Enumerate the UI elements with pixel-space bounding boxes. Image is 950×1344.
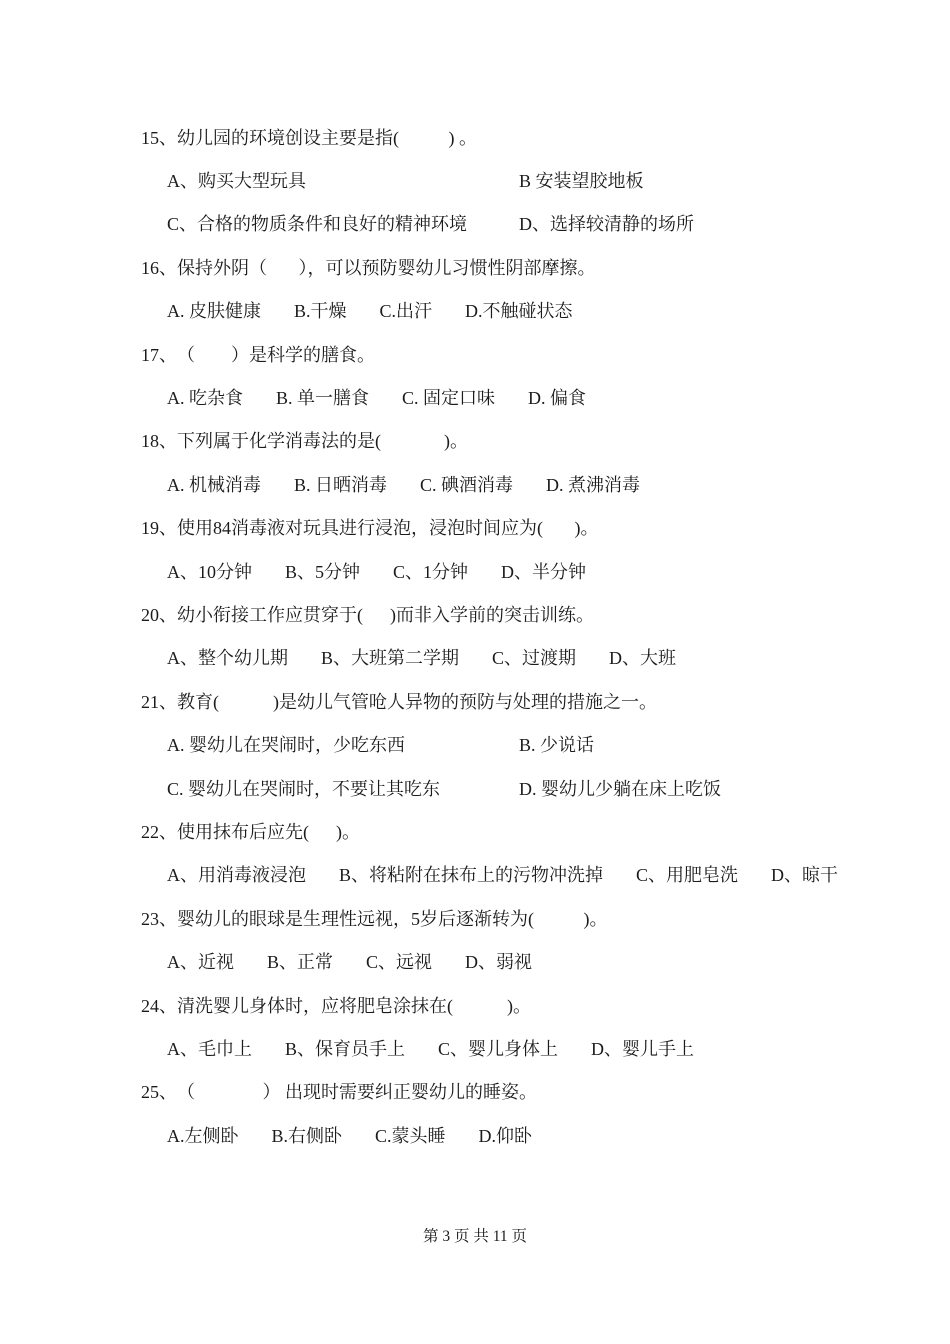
option-row: [167, 202, 910, 245]
option-row: [167, 375, 910, 418]
question-number: 15、: [141, 127, 177, 148]
option-a: A. 婴幼儿在哭闹时，少吃东西: [167, 735, 405, 756]
option-row: [167, 1113, 910, 1156]
question-stem: [141, 983, 910, 1026]
option-d: D. 偏食: [528, 388, 587, 409]
option-row: [167, 158, 910, 201]
option-d: D、选择较清静的场所: [519, 214, 694, 235]
option-row: [167, 939, 910, 982]
option-row: [167, 462, 910, 505]
question-25: [141, 1070, 910, 1157]
option-row: [167, 289, 910, 332]
question-18: [141, 419, 910, 506]
question-stem: [141, 506, 910, 549]
question-stem: [141, 896, 910, 939]
question-list: [141, 115, 910, 1156]
option-a: A、毛巾上: [167, 1038, 252, 1059]
option-b: B. 日晒消毒: [294, 474, 388, 495]
question-stem: [141, 245, 910, 288]
option-a: A、购买大型玩具: [167, 171, 306, 192]
option-a: A、近视: [167, 952, 234, 973]
option-b: B、正常: [267, 952, 334, 973]
question-number: 21、: [141, 691, 177, 712]
question-stem: [141, 1070, 910, 1113]
option-b: B、大班第二学期: [321, 648, 460, 669]
option-b: B. 少说话: [519, 735, 595, 756]
question-23: [141, 896, 910, 983]
question-stem: [141, 679, 910, 722]
question-stem-text: （ ）是科学的膳食。: [177, 344, 375, 365]
option-c: C、用肥皂洗: [636, 865, 739, 886]
question-stem-text: 保持外阴（ ），可以预防婴幼儿习惯性阴部摩擦。: [177, 257, 596, 278]
option-a: A、整个幼儿期: [167, 648, 288, 669]
question-19: [141, 506, 910, 593]
question-stem-text: 幼儿园的环境创设主要是指( ) 。: [177, 127, 477, 148]
question-number: 25、: [141, 1082, 177, 1103]
question-17: [141, 332, 910, 419]
question-stem-text: 下列属于化学消毒法的是( )。: [177, 431, 468, 452]
question-stem: [141, 419, 910, 462]
option-d: D、弱视: [465, 952, 533, 973]
option-d: D. 煮沸消毒: [546, 474, 641, 495]
option-row: [167, 766, 910, 809]
option-d: D.不触碰状态: [465, 301, 573, 322]
option-d: D.仰卧: [478, 1125, 533, 1146]
question-stem-text: 使用84消毒液对玩具进行浸泡，浸泡时间应为( )。: [177, 518, 599, 539]
question-number: 23、: [141, 908, 177, 929]
question-stem: [141, 592, 910, 635]
question-stem-text: 教育( )是幼儿气管呛人异物的预防与处理的措施之一。: [177, 691, 657, 712]
option-c: C. 婴幼儿在哭闹时，不要让其吃东: [167, 778, 441, 799]
option-c: C.蒙头睡: [375, 1125, 446, 1146]
option-b: B.干燥: [294, 301, 347, 322]
page-footer: [0, 1224, 950, 1246]
option-c: C、1分钟: [393, 561, 469, 582]
question-number: 19、: [141, 518, 177, 539]
question-stem-text: 婴幼儿的眼球是生理性远视，5岁后逐渐转为( )。: [177, 908, 608, 929]
option-d: D、半分钟: [501, 561, 587, 582]
question-number: 17、: [141, 344, 177, 365]
question-20: [141, 592, 910, 679]
question-stem: [141, 115, 910, 158]
question-stem-text: （ ） 出现时需要纠正婴幼儿的睡姿。: [177, 1082, 537, 1103]
option-a: A. 皮肤健康: [167, 301, 261, 322]
question-21: [141, 679, 910, 809]
option-row: [167, 853, 910, 896]
question-15: [141, 115, 910, 245]
option-b: B、将粘附在抹布上的污物冲洗掉: [339, 865, 604, 886]
question-stem: [141, 809, 910, 852]
option-a: A. 机械消毒: [167, 474, 261, 495]
option-a: A、10分钟: [167, 561, 252, 582]
option-d: D、大班: [609, 648, 677, 669]
question-stem-text: 幼小衔接工作应贯穿于( )而非入学前的突击训练。: [177, 604, 594, 625]
option-c: C、合格的物质条件和良好的精神环境: [167, 214, 468, 235]
option-d: D、晾干: [771, 865, 839, 886]
option-a: A.左侧卧: [167, 1125, 239, 1146]
option-a: A、用消毒液浸泡: [167, 865, 306, 886]
option-b: B、保育员手上: [285, 1038, 406, 1059]
option-b: B、5分钟: [285, 561, 361, 582]
question-stem: [141, 332, 910, 375]
option-b: B 安装望胶地板: [519, 171, 644, 192]
question-16: [141, 245, 910, 332]
option-row: [167, 1026, 910, 1069]
question-number: 22、: [141, 821, 177, 842]
option-c: C.出汗: [379, 301, 433, 322]
question-number: 16、: [141, 257, 177, 278]
option-a: A. 吃杂食: [167, 388, 243, 409]
question-stem-text: 使用抹布后应先( )。: [177, 821, 360, 842]
option-c: C、婴儿身体上: [438, 1038, 559, 1059]
question-stem-text: 清洗婴儿身体时，应将肥皂涂抹在( )。: [177, 995, 531, 1016]
option-c: C、远视: [366, 952, 433, 973]
option-row: [167, 722, 910, 765]
option-b: B. 单一膳食: [276, 388, 370, 409]
option-c: C. 固定口味: [402, 388, 496, 409]
question-number: 24、: [141, 995, 177, 1016]
option-row: [167, 636, 910, 679]
option-row: [167, 549, 910, 592]
option-d: D、婴儿手上: [591, 1038, 695, 1059]
option-d: D. 婴幼儿少躺在床上吃饭: [519, 778, 721, 799]
option-c: C、过渡期: [492, 648, 577, 669]
question-number: 18、: [141, 431, 177, 452]
question-22: [141, 809, 910, 896]
question-number: 20、: [141, 604, 177, 625]
option-b: B.右侧卧: [271, 1125, 343, 1146]
option-c: C. 碘酒消毒: [420, 474, 514, 495]
page-number: 第 3 页 共 11 页: [422, 1228, 528, 1245]
question-24: [141, 983, 910, 1070]
